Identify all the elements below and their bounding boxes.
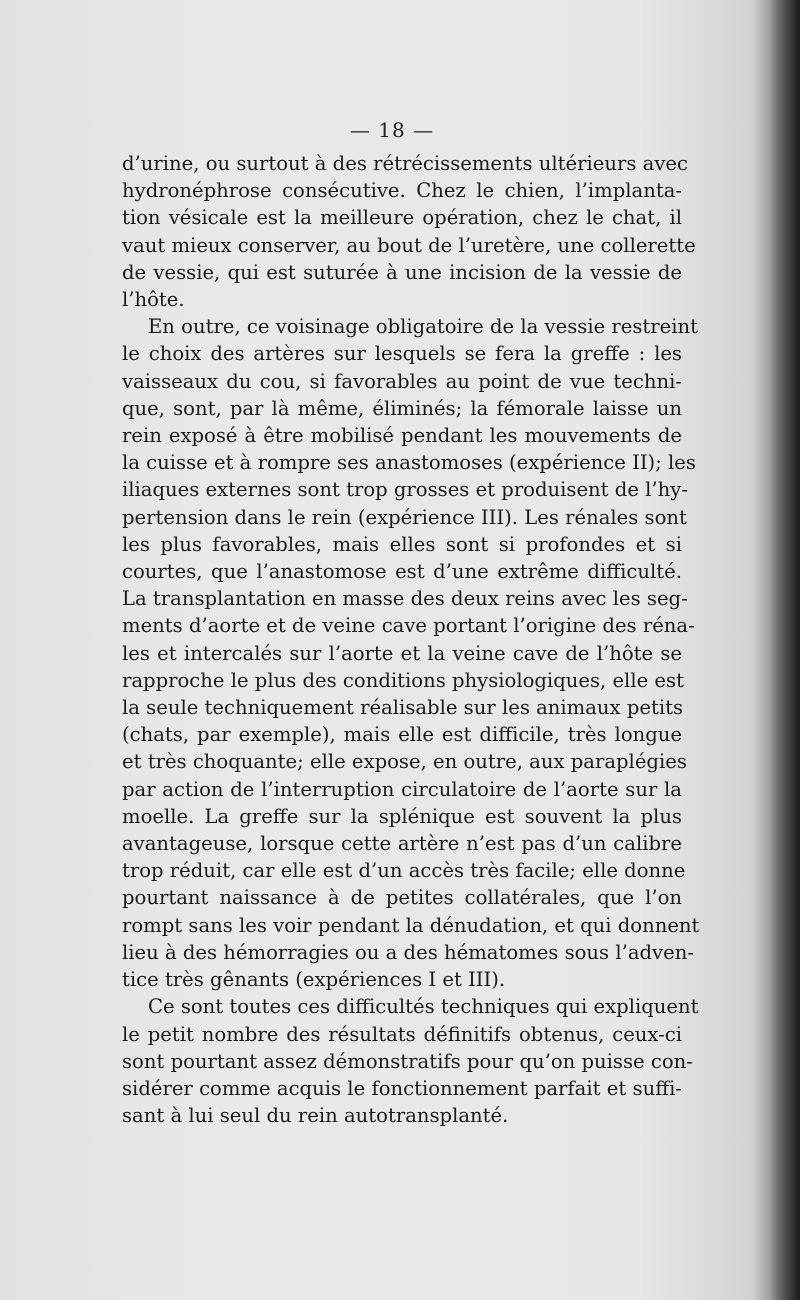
text-line: ments d’aorte et de veine cave portant l’origine des réna- bbox=[122, 614, 695, 638]
text-line: En outre, ce voisinage obligatoire de la vessie restreint bbox=[148, 315, 699, 339]
text-line: rapproche le plus des conditions physiologiques, elle est bbox=[122, 668, 684, 692]
text-line: par action de l’interruption circulatoire de l’aorte sur la bbox=[122, 777, 682, 801]
paragraph-1 bbox=[122, 150, 696, 313]
text-line: hydronéphrose consécutive. Chez le chien, l’implanta- bbox=[122, 179, 682, 203]
text-line: de vessie, qui est suturée à une incision de la vessie de bbox=[122, 260, 682, 284]
text-line: vaut mieux conserver, au bout de l’uretère, une collerette bbox=[122, 233, 696, 257]
text-line: tice très gênants (expériences I et III). bbox=[122, 968, 506, 992]
text-line: le petit nombre des résultats définitifs obtenus, ceux-ci bbox=[122, 1022, 682, 1046]
text-line: et très choquante; elle expose, en outre, aux paraplégies bbox=[122, 750, 687, 774]
text-line: moelle. La greffe sur la splénique est souvent la plus bbox=[122, 804, 682, 828]
text-line: trop réduit, car elle est d’un accès très facile; elle donne bbox=[122, 859, 686, 883]
text-line: rompt sans les voir pendant la dénudation, et qui donnent bbox=[122, 913, 700, 937]
text-line: lieu à des hémorragies ou a des hématomes sous l’adven- bbox=[122, 940, 694, 964]
text-line: (chats, par exemple), mais elle est difficile, très longue bbox=[122, 723, 682, 747]
text-line: pertension dans le rein (expérience III). Les rénales sont bbox=[122, 505, 687, 529]
text-line: pourtant naissance à de petites collatérales, que l’on bbox=[122, 886, 682, 910]
text-line: rein exposé à être mobilisé pendant les mouvements de bbox=[122, 424, 682, 448]
paragraph-2 bbox=[122, 313, 700, 993]
text-line: que, sont, par là même, éliminés; la fémorale laisse un bbox=[122, 396, 682, 420]
text-line: sant à lui seul du rein autotransplanté. bbox=[122, 1104, 509, 1128]
body-text bbox=[122, 150, 700, 1129]
binding-shadow bbox=[770, 0, 800, 1300]
text-line: sont pourtant assez démonstratifs pour qu’on puisse con- bbox=[122, 1049, 693, 1073]
page-number: — 18 — bbox=[349, 118, 435, 142]
text-line: les plus favorables, mais elles sont si profondes et si bbox=[122, 532, 682, 556]
paragraph-3 bbox=[122, 993, 699, 1129]
text-line: vaisseaux du cou, si favorables au point de vue techni- bbox=[122, 369, 682, 393]
text-line: avantageuse, lorsque cette artère n’est pas d’un calibre bbox=[122, 832, 682, 856]
text-line: la seule techniquement réalisable sur les animaux petits bbox=[122, 696, 684, 720]
text-line: d’urine, ou surtout à des rétrécissements ultérieurs avec bbox=[122, 152, 688, 175]
text-line: iliaques externes sont trop grosses et produisent de l’hy- bbox=[122, 478, 688, 502]
text-line: La transplantation en masse des deux reins avec les seg- bbox=[122, 587, 688, 611]
text-line: tion vésicale est la meilleure opération, chez le chat, il bbox=[122, 206, 682, 230]
text-line: courtes, que l’anastomose est d’une extrême difficulté. bbox=[122, 560, 682, 584]
text-line: les et intercalés sur l’aorte et la veine cave de l’hôte se bbox=[122, 641, 682, 665]
text-line: l’hôte. bbox=[122, 288, 185, 312]
text-line: la cuisse et à rompre ses anastomoses (expérience II); les bbox=[122, 451, 696, 475]
text-line: le choix des artères sur lesquels se fera la greffe : les bbox=[122, 342, 682, 366]
text-line: sidérer comme acquis le fonctionnement parfait et suffi- bbox=[122, 1076, 682, 1100]
text-line: Ce sont toutes ces difficultés techniques qui expliquent bbox=[148, 995, 699, 1019]
